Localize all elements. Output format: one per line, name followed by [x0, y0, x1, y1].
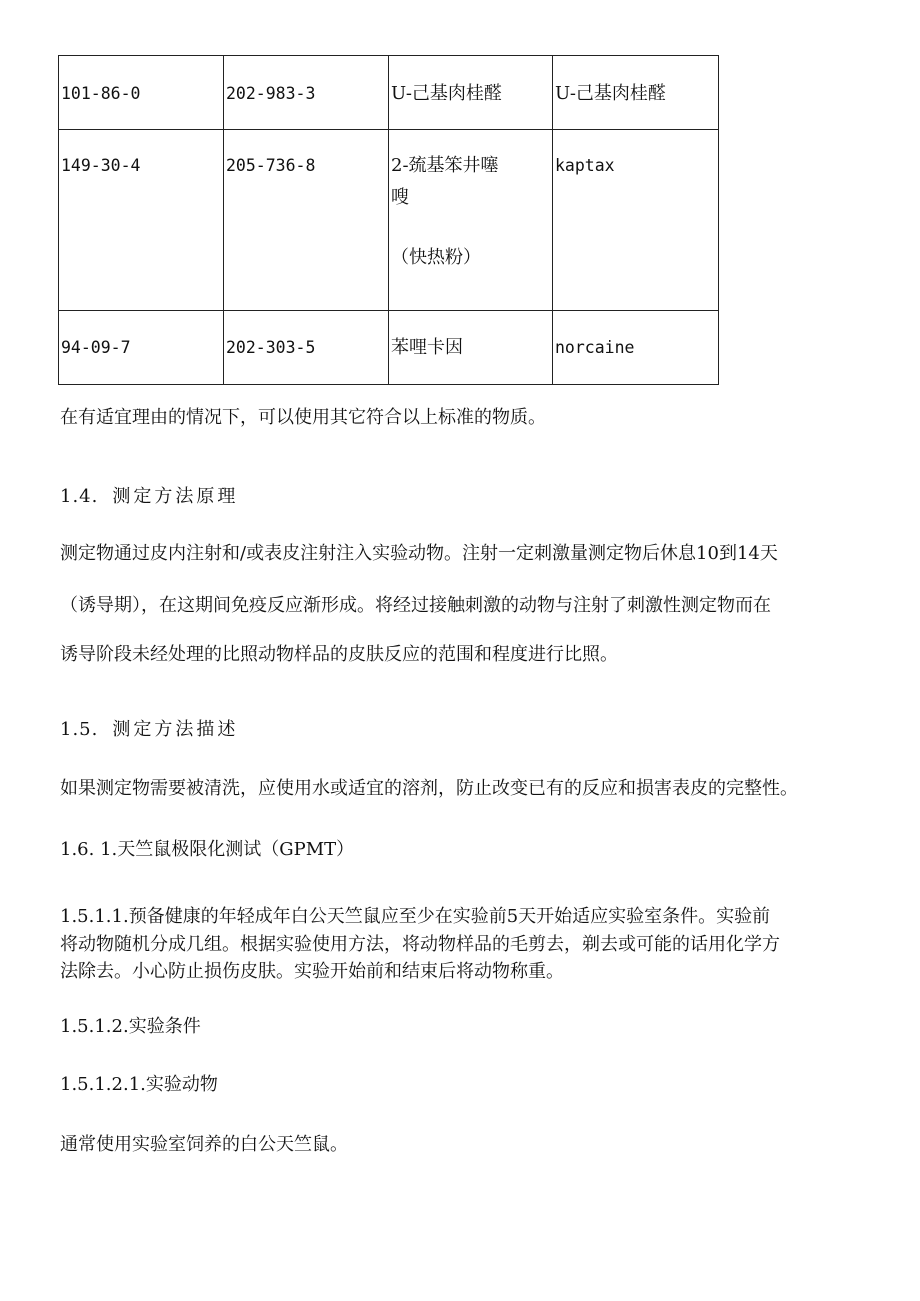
chinese-name-line: 2-巯基笨井噻: [391, 155, 499, 176]
other-name-cell: norcaine: [553, 311, 719, 385]
table-row: [59, 56, 719, 130]
section-heading-1-4: [60, 482, 238, 508]
chinese-name-line: U-己基肉桂醛: [391, 83, 502, 104]
paragraph-line: 测定物通过皮内注射和/或表皮注射注入实验动物。注射一定刺激量测定物后休息10到14天: [60, 543, 778, 564]
note-after-table: 在有适宜理由的情况下，可以使用其它符合以上标准的物质。: [60, 407, 546, 428]
subsection-heading: 1.5.1.2.实验条件: [60, 1016, 201, 1037]
ec-number-cell: 202-303-5: [224, 311, 389, 385]
chinese-name-line: 苯哩卡因: [391, 337, 463, 358]
chinese-name-cell: [389, 130, 553, 311]
closing-paragraph: 通常使用实验室饲养的白公天竺鼠。: [60, 1134, 348, 1155]
table-row: [59, 311, 719, 385]
table-row: [59, 130, 719, 311]
paragraph-line: （诱导期），在这期间免疫反应渐形成。将经过接触刺激的动物与注射了刺激性测定物而在: [60, 595, 771, 616]
substance-table: [58, 55, 719, 385]
paragraph-line: 1.5.1.1.预备健康的年轻成年白公天竺鼠应至少在实验前5天开始适应实验室条件。实验前: [60, 906, 771, 927]
paragraph-line: 如果测定物需要被清洗，应使用水或适宜的溶剂，防止改变已有的反应和损害表皮的完整性。: [60, 778, 798, 799]
cas-number-cell: 149-30-4: [59, 130, 224, 311]
section-number: 1.5.: [60, 719, 99, 740]
section-title: 测定方法描述: [112, 719, 239, 740]
ec-number-cell: 202-983-3: [224, 56, 389, 130]
paragraph-line: 法除去。小心防止损伤皮肤。实验开始前和结束后将动物称重。: [60, 961, 564, 982]
chinese-name-line: 嗖: [391, 187, 409, 208]
subsection-heading: 1.6. 1.天竺鼠极限化测试（GPMT）: [60, 839, 355, 860]
other-name-cell: U-己基肉桂醛: [553, 56, 719, 130]
section-number: 1.4.: [60, 486, 99, 507]
other-name-cell: kaptax: [553, 130, 719, 311]
cas-number-cell: 101-86-0: [59, 56, 224, 130]
section-heading-1-5: [60, 715, 238, 741]
chinese-name-line: （快热粉）: [391, 247, 481, 268]
paragraph-line: 将动物随机分成几组。根据实验使用方法，将动物样品的毛剪去，剃去或可能的话用化学方: [60, 934, 780, 955]
chinese-name-cell: [389, 311, 553, 385]
subsection-heading: 1.5.1.2.1.实验动物: [60, 1074, 218, 1095]
section-title: 测定方法原理: [112, 486, 239, 507]
paragraph-line: 诱导阶段未经处理的比照动物样品的皮肤反应的范围和程度进行比照。: [60, 644, 618, 665]
ec-number-cell: 205-736-8: [224, 130, 389, 311]
chinese-name-cell: [389, 56, 553, 130]
cas-number-cell: 94-09-7: [59, 311, 224, 385]
